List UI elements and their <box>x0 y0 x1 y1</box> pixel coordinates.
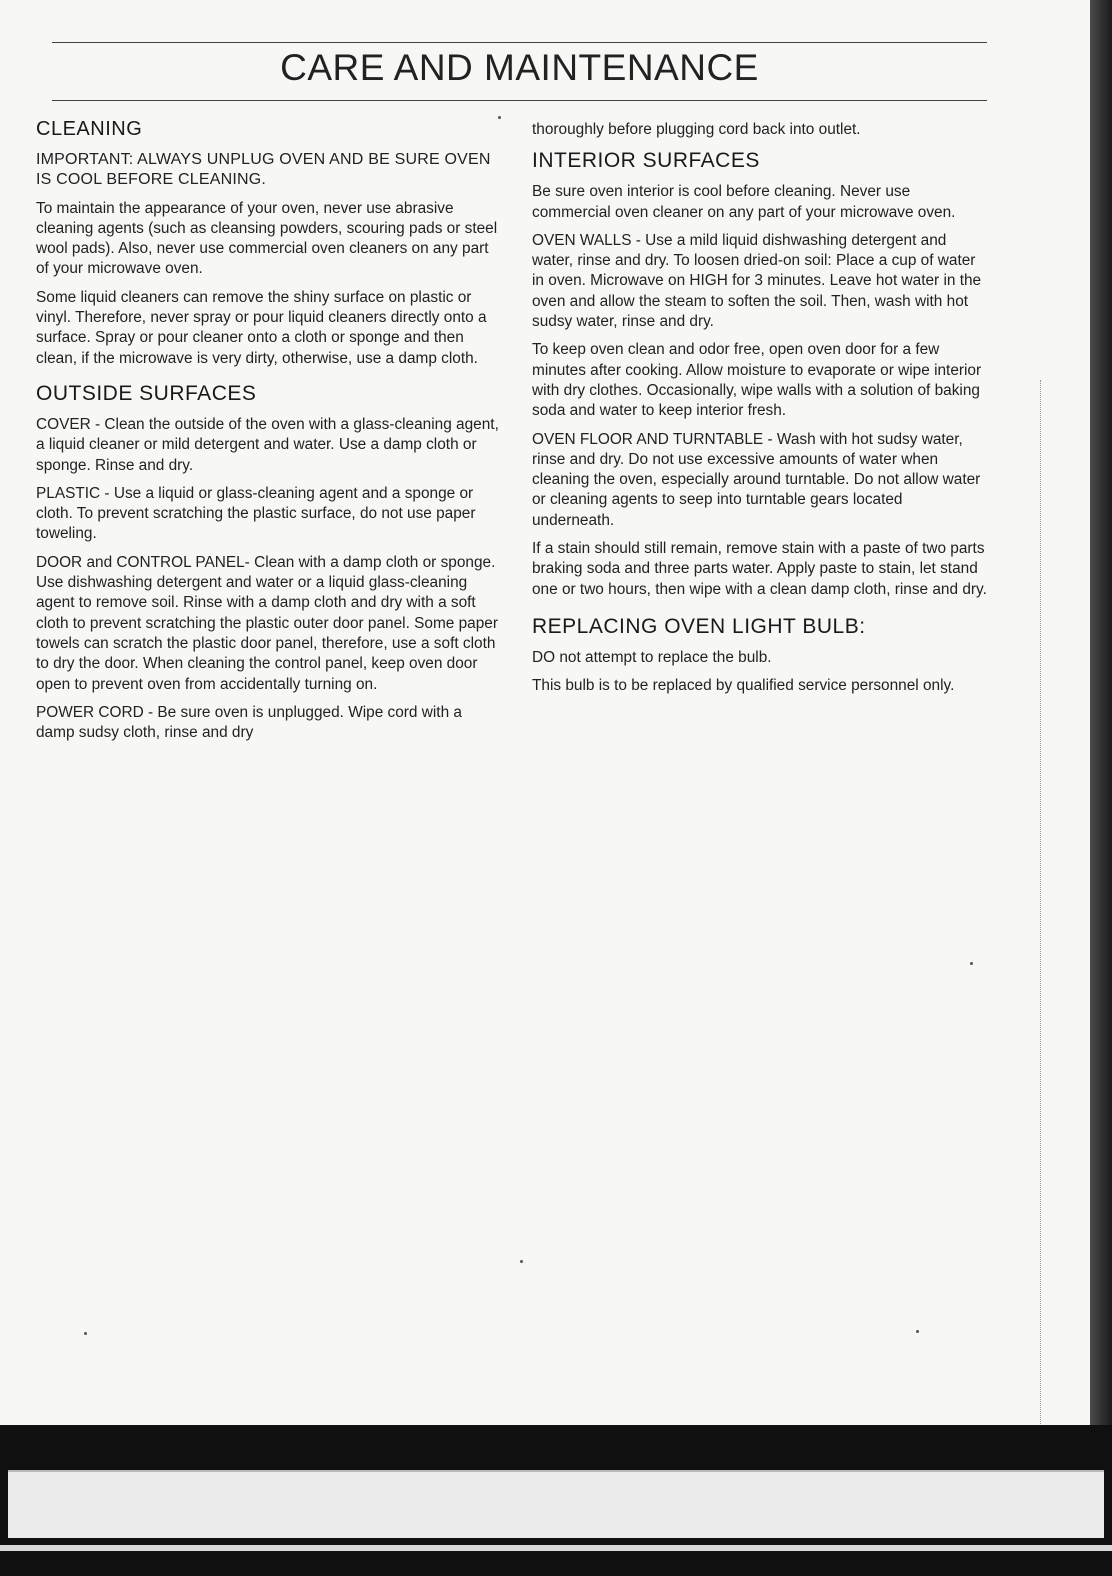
scan-bottom-line <box>0 1545 1112 1551</box>
scan-speck <box>520 1260 523 1263</box>
cleaning-heading: CLEANING <box>36 118 143 140</box>
bulb-paragraph: This bulb is to be replaced by qualified service personnel only. <box>532 677 955 695</box>
title-rule-bottom <box>52 100 987 101</box>
cleaning-paragraph: To maintain the appearance of your oven, never use abrasive cleaning agents (such as cleansing powders, scouring pads or steel wool pads). Also, never use commercial oven cleaners on any part of your microwave oven. <box>36 199 498 278</box>
odor-free-paragraph: To keep oven clean and odor free, open oven door for a few minutes after cooking. Allow moisture to evaporate or wipe interior with dry clothes. Occasionally, wipe walls with a solution of baking soda and water to keep interior fresh. <box>532 341 982 420</box>
scan-speck <box>84 1332 87 1335</box>
scan-speck <box>498 116 501 119</box>
scan-speck <box>970 962 973 965</box>
oven-walls-paragraph: OVEN WALLS - Use a mild liquid dishwashing detergent and water, rinse and dry. To loosen dried-on soil: Place a cup of water in oven. Microwave on HIGH for 3 minutes. Leave hot water in the oven and allow the steam to soften the soil. Then, wash with hot sudsy water, rinse and dry. <box>532 231 982 331</box>
outside-cover-paragraph: COVER - Clean the outside of the oven with a glass-cleaning agent, a liquid cleaner or mild detergent and water. Use a damp cloth or sponge. Rinse and dry. <box>36 415 499 474</box>
bulb-paragraph: DO not attempt to replace the bulb. <box>532 648 772 666</box>
scan-speck <box>916 1330 919 1333</box>
bulb-heading: REPLACING OVEN LIGHT BULB: <box>532 614 866 638</box>
stain-paragraph: If a stain should still remain, remove stain with a paste of two parts braking soda and three parts water. Apply paste to stain, let stand one or two hours, then wipe with a clean damp cloth, rinse and dry. <box>532 540 987 598</box>
right-column <box>532 120 987 705</box>
outside-power-cord-paragraph: POWER CORD - Be sure oven is unplugged. Wipe cord with a damp sudsy cloth, rinse and dry <box>36 703 462 742</box>
page-edge-shadow <box>1090 0 1112 1425</box>
scan-bottom-strip <box>8 1470 1104 1538</box>
outside-plastic-paragraph: PLASTIC - Use a liquid or glass-cleaning agent and a sponge or cloth. To prevent scratching the plastic surface, do not use paper toweling. <box>36 484 476 543</box>
page-title: CARE AND MAINTENANCE <box>280 47 759 88</box>
scan-artifact-line <box>1040 380 1043 1440</box>
cleaning-paragraph: Some liquid cleaners can remove the shiny surface on plastic or vinyl. Therefore, never spray or pour liquid cleaners directly onto a surface. Spray or pour cleaner onto a cloth or sponge and then clean, if the microwave is very dirty, otherwise, use a damp cloth. <box>36 288 487 367</box>
outside-door-paragraph: DOOR and CONTROL PANEL- Clean with a damp cloth or sponge. Use dishwashing detergent and water or a liquid glass-cleaning agent to remove soil. Rinse with a damp cloth and dry with a soft cloth to prevent scratching the plastic outer door panel. Some paper towels can scratch the plastic door panel, therefore, use a soft cloth to dry the door. When cleaning the control panel, keep oven door open to prevent oven from accidentally turning on. <box>36 553 498 693</box>
left-column <box>36 112 501 751</box>
interior-surfaces-heading: INTERIOR SURFACES <box>532 149 760 173</box>
interior-paragraph: Be sure oven interior is cool before cleaning. Never use commercial oven cleaner on any part of your microwave oven. <box>532 183 956 221</box>
oven-floor-paragraph: OVEN FLOOR AND TURNTABLE - Wash with hot sudsy water, rinse and dry. Do not use excessive amounts of water when cleaning the oven, especially around turntable. Do not allow water or cleaning agents to seep into turntable gears located underneath. <box>532 430 981 529</box>
outside-surfaces-heading: OUTSIDE SURFACES <box>36 381 257 405</box>
title-rule-top <box>52 42 987 43</box>
continuation-text: thoroughly before plugging cord back into outlet. <box>532 121 861 138</box>
cleaning-important: IMPORTANT: ALWAYS UNPLUG OVEN AND BE SURE OVEN IS COOL BEFORE CLEANING. <box>36 151 491 189</box>
